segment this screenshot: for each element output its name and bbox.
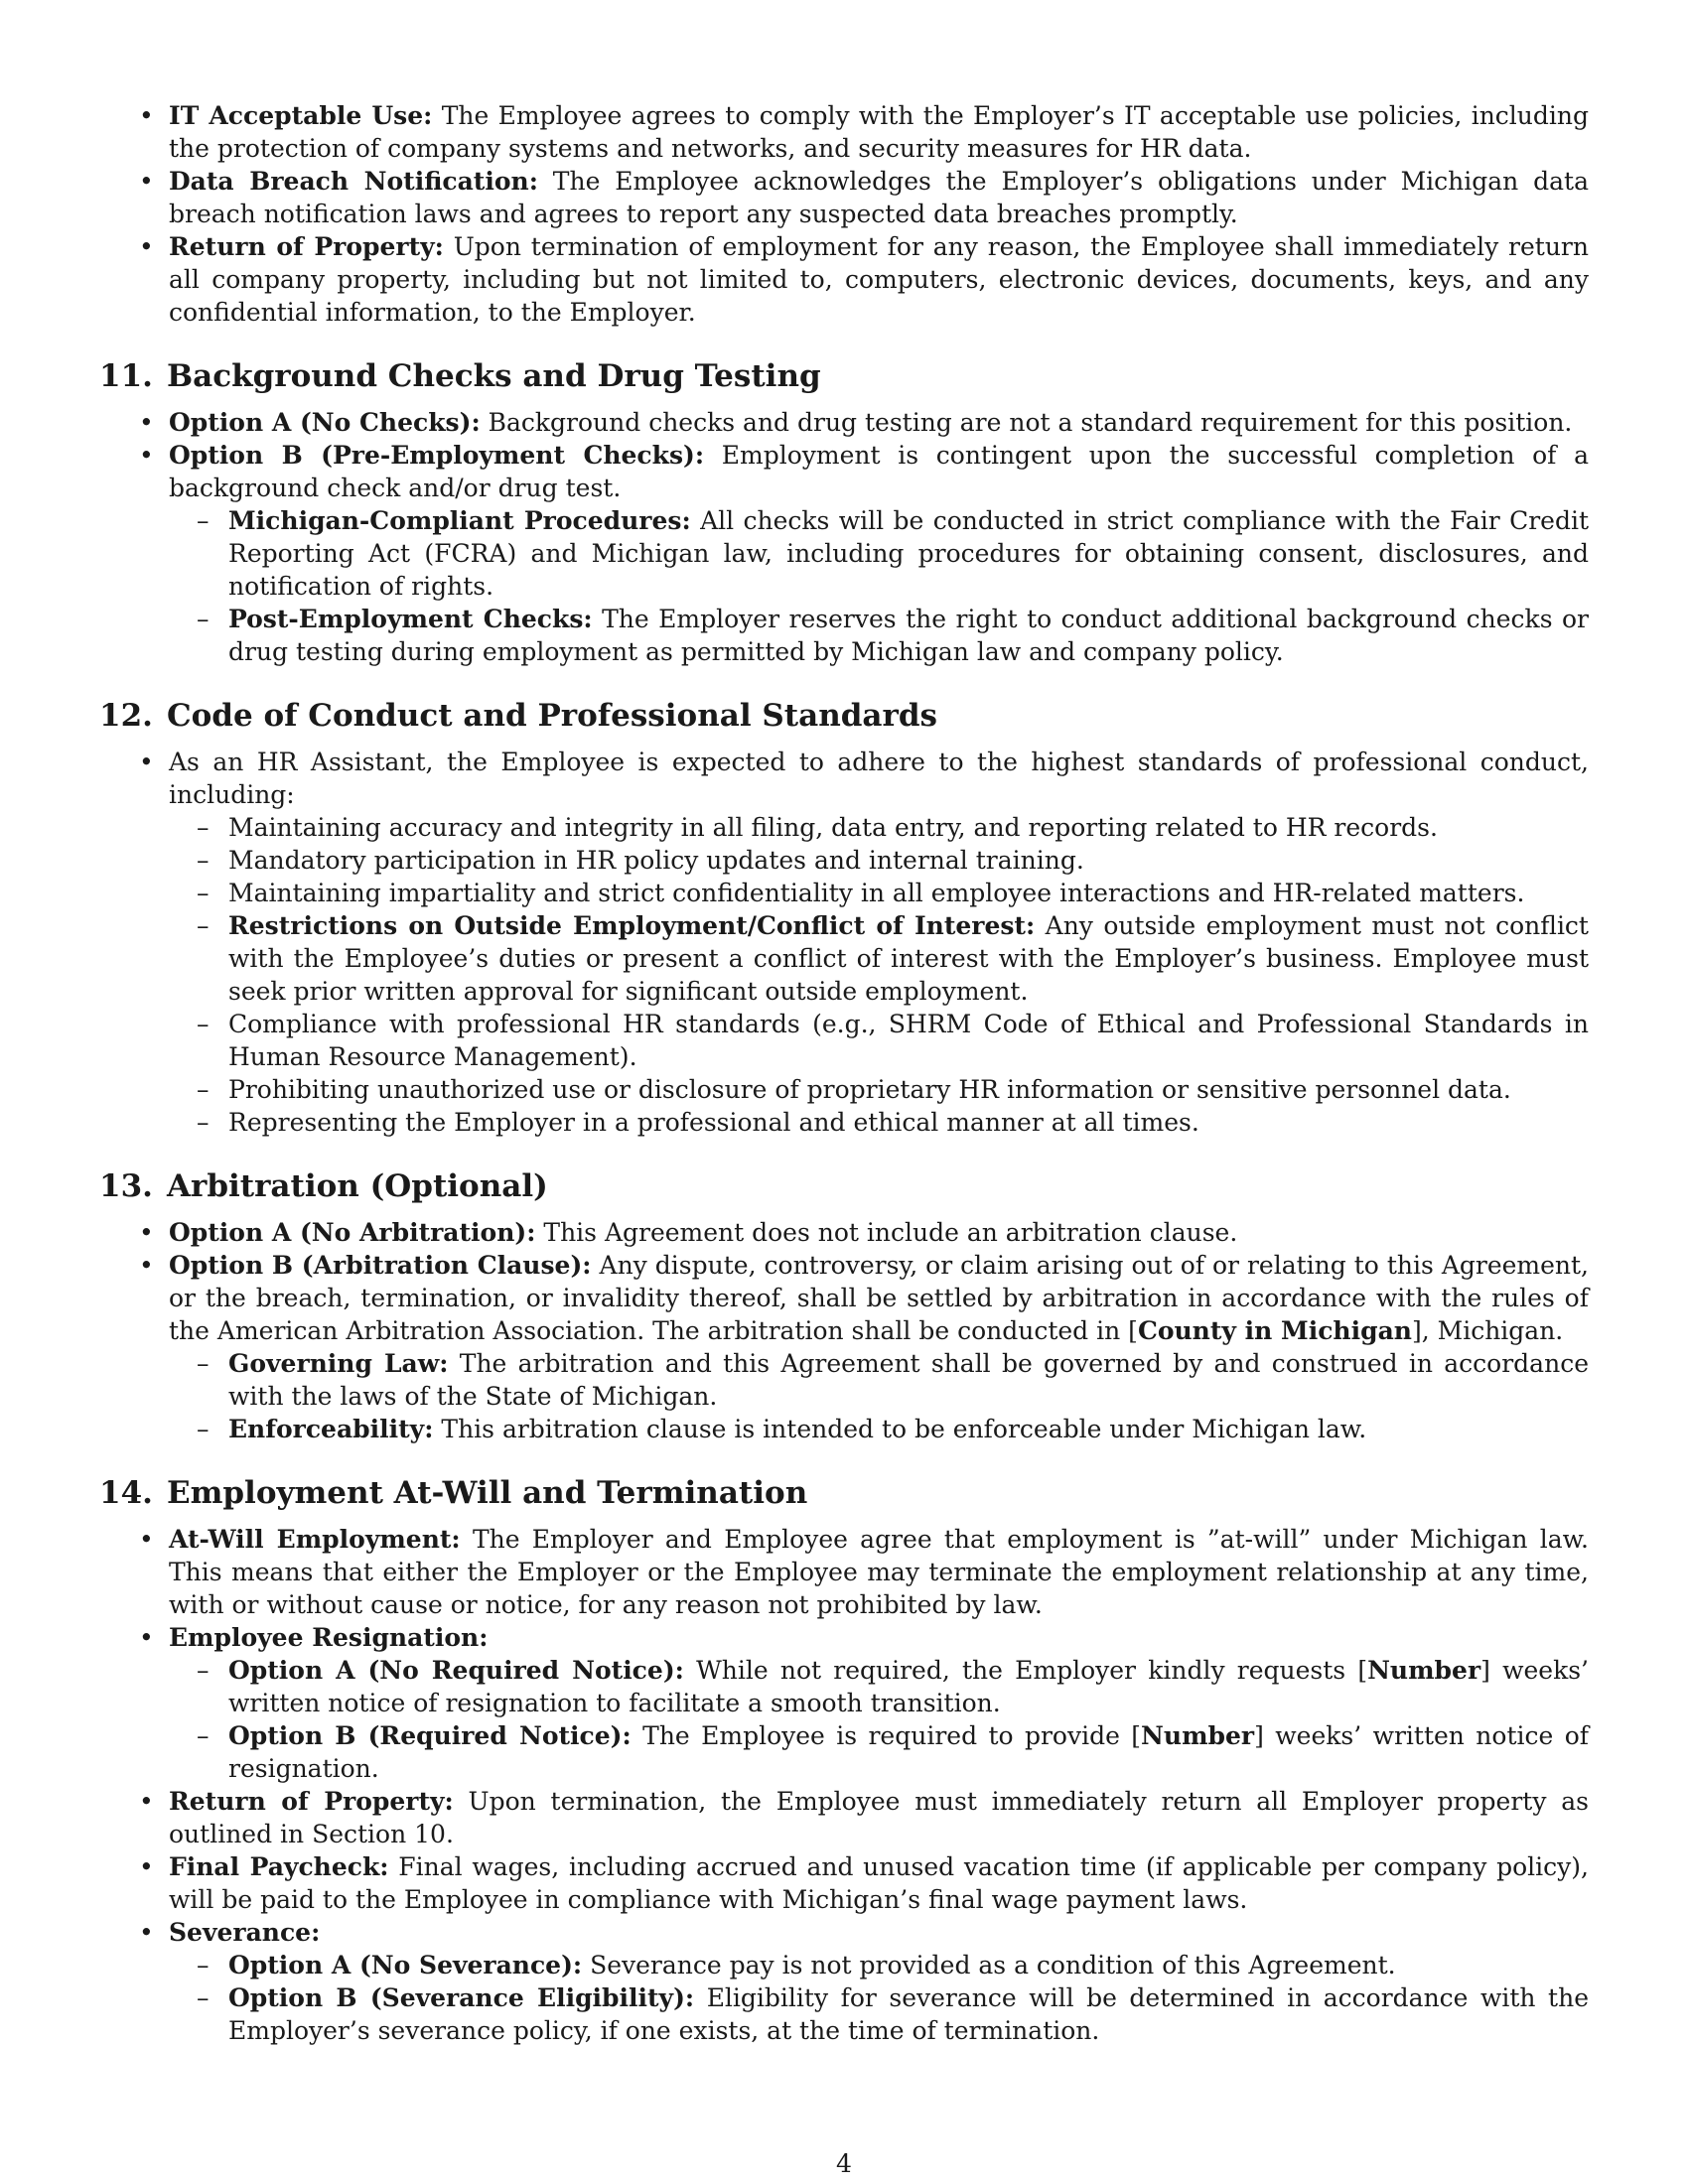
sub-list-item: – Maintaining impartiality and strict confidentiality in all employee interactions and HR-related matters. xyxy=(169,877,1589,909)
section-11-heading: 11. Background Checks and Drug Testing xyxy=(99,358,821,394)
list-item: • Employee Resignation: – Option A (No Required Notice): While not required, the Employer kindly requests [Number] weeks’ written notice of resignation to facilitate a smooth transition. – Option B (Required Notice): The Employee is required to provide [Number] weeks’ written notice of resignation. xyxy=(99,1621,1589,1785)
section-12-heading: 12. Code of Conduct and Professional Standards xyxy=(99,698,937,734)
sub-list xyxy=(169,1347,1589,1445)
sub-list-item: – Michigan-Compliant Procedures: All checks will be conducted in strict compliance with the Fair Credit Reporting Act (FCRA) and Michigan law, including procedures for obtaining consent, disclosures, and notification of rights. xyxy=(169,504,1589,603)
list-item: • As an HR Assistant, the Employee is expected to adhere to the highest standards of professional conduct, including: – Maintaining accuracy and integrity in all filing, data entry, and reporting related to HR records. – Mandatory participation in HR policy updates and internal training. – Maintaining impartiality and strict confidentiality in all employee interactions and HR-related matters. – Restrictions on Outside Employment/Conflict of Interest: Any outside employment must not conflict with the Employee’s duties or present a conflict of interest with the Employer’s business. Employee must seek prior written approval for significant outside employment. – Compliance with professional HR standards (e.g., SHRM Code of Ethical and Professional Standards in Human Resource Management). – Prohibiting unauthorized use or disclosure of proprietary HR information or sensitive personnel data. – Representing the Employer in a professional and ethical manner at all times. xyxy=(99,746,1589,1139)
placeholder-county: County in Michigan xyxy=(1137,1316,1412,1345)
list-item: • Option B (Arbitration Clause): Any dispute, controversy, or claim arising out of or relating to this Agreement, or the breach, termination, or invalidity thereof, shall be settled by arbitration in accordance with the rules of the American Arbitration Association. The arbitration shall be conducted in [County in Michigan], Michigan. – Governing Law: The arbitration and this Agreement shall be governed by and construed in accordance with the laws of the State of Michigan. – Enforceability: This arbitration clause is intended to be enforceable under Michigan law. xyxy=(99,1249,1589,1445)
section-13-list xyxy=(99,1216,1589,1445)
sub-list-item: – Enforceability: This arbitration clause is intended to be enforceable under Michigan law. xyxy=(169,1413,1589,1445)
list-item: • Data Breach Notification: The Employee acknowledges the Employer’s obligations under Michigan data breach notification laws and agrees to report any suspected data breaches promptly. xyxy=(99,165,1589,230)
list-item: • Return of Property: Upon termination of employment for any reason, the Employee shall immediately return all company property, including but not limited to, computers, electronic devices, documents, keys, and any confidential information, to the Employer. xyxy=(99,230,1589,329)
page-number: 4 xyxy=(836,2149,852,2178)
sub-list-item: – Option A (No Required Notice): While not required, the Employer kindly requests [Number] weeks’ written notice of resignation to facilitate a smooth transition. xyxy=(169,1654,1589,1719)
sub-list-item: – Post-Employment Checks: The Employer reserves the right to conduct additional background checks or drug testing during employment as permitted by Michigan law and company policy. xyxy=(169,603,1589,668)
sub-list xyxy=(169,504,1589,668)
sub-list-item: – Governing Law: The arbitration and this Agreement shall be governed by and construed in accordance with the laws of the State of Michigan. xyxy=(169,1347,1589,1413)
list-item: • Final Paycheck: Final wages, including accrued and unused vacation time (if applicable per company policy), will be paid to the Employee in compliance with Michigan’s final wage payment laws. xyxy=(99,1850,1589,1916)
sub-list-item: – Representing the Employer in a professional and ethical manner at all times. xyxy=(169,1106,1589,1139)
sub-list-item: – Option B (Required Notice): The Employee is required to provide [Number] weeks’ written notice of resignation. xyxy=(169,1719,1589,1785)
section-13-heading: 13. Arbitration (Optional) xyxy=(99,1168,548,1204)
sub-list-item: – Option B (Severance Eligibility): Eligibility for severance will be determined in accordance with the Employer’s severance policy, if one exists, at the time of termination. xyxy=(169,1981,1589,2047)
list-item: • Option A (No Arbitration): This Agreement does not include an arbitration clause. xyxy=(99,1216,1589,1249)
section-11-list xyxy=(99,406,1589,668)
sub-list xyxy=(169,811,1589,1139)
list-item: • Severance: – Option A (No Severance): Severance pay is not provided as a condition of this Agreement. – Option B (Severance Eligibility): Eligibility for severance will be determined in accordance with the Employer’s severance policy, if one exists, at the time of termination. xyxy=(99,1916,1589,2047)
sub-list-item: – Mandatory participation in HR policy updates and internal training. xyxy=(169,844,1589,877)
sub-list-item: – Compliance with professional HR standards (e.g., SHRM Code of Ethical and Professional Standards in Human Resource Management). xyxy=(169,1008,1589,1073)
security-list xyxy=(99,99,1589,329)
section-12-list xyxy=(99,746,1589,1139)
sub-list xyxy=(169,1654,1589,1785)
list-item: • IT Acceptable Use: The Employee agrees to comply with the Employer’s IT acceptable use policies, including the protection of company systems and networks, and security measures for HR data. xyxy=(99,99,1589,165)
sub-list-item: – Restrictions on Outside Employment/Conflict of Interest: Any outside employment must not conflict with the Employee’s duties or present a conflict of interest with the Employer’s business. Employee must seek prior written approval for significant outside employment. xyxy=(169,909,1589,1008)
sub-list-item: – Option A (No Severance): Severance pay is not provided as a condition of this Agreement. xyxy=(169,1949,1589,1981)
list-item: • Option B (Pre-Employment Checks): Employment is contingent upon the successful completion of a background check and/or drug test. – Michigan-Compliant Procedures: All checks will be conducted in strict compliance with the Fair Credit Reporting Act (FCRA) and Michigan law, including procedures for obtaining consent, disclosures, and notification of rights. – Post-Employment Checks: The Employer reserves the right to conduct additional background checks or drug testing during employment as permitted by Michigan law and company policy. xyxy=(99,439,1589,668)
sub-list-item: – Maintaining accuracy and integrity in all filing, data entry, and reporting related to HR records. xyxy=(169,811,1589,844)
section-14-list xyxy=(99,1523,1589,2047)
placeholder-number: Number xyxy=(1141,1721,1255,1750)
placeholder-number: Number xyxy=(1367,1656,1481,1685)
list-item: • Return of Property: Upon termination, the Employee must immediately return all Employer property as outlined in Section 10. xyxy=(99,1785,1589,1850)
document-body xyxy=(99,99,1589,2047)
section-14-heading: 14. Employment At-Will and Termination xyxy=(99,1475,808,1511)
list-item: • Option A (No Checks): Background checks and drug testing are not a standard requirement for this position. xyxy=(99,406,1589,439)
sub-list xyxy=(169,1949,1589,2047)
list-item: • At-Will Employment: The Employer and Employee agree that employment is ”at-will” under Michigan law. This means that either the Employer or the Employee may terminate the employment relationship at any time, with or without cause or notice, for any reason not prohibited by law. xyxy=(99,1523,1589,1621)
sub-list-item: – Prohibiting unauthorized use or disclosure of proprietary HR information or sensitive personnel data. xyxy=(169,1073,1589,1106)
